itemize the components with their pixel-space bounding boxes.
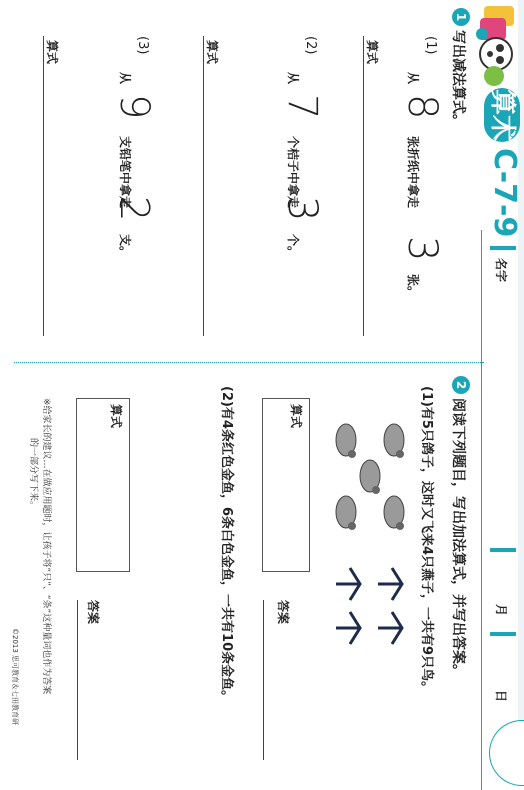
- name-label: 名字: [494, 258, 508, 283]
- q1-number-total: 8: [399, 94, 445, 120]
- q3-number-taken: 2: [111, 196, 157, 222]
- q2-number: (2): [303, 36, 318, 55]
- q2-1-answer-line: [263, 600, 264, 760]
- q2-2-formula-label: 算式: [109, 404, 123, 429]
- q1-answer-line: [363, 36, 364, 336]
- q2-middle-text: 个桔子中拿走: [286, 136, 300, 209]
- pigeons-illustration: [316, 420, 416, 530]
- swallows-illustration: [322, 564, 412, 654]
- q3-answer-line: [43, 36, 44, 336]
- worksheet-code: C-7-9: [487, 148, 522, 238]
- day-label: 日: [494, 690, 508, 703]
- month-divider: [490, 548, 516, 552]
- mascot-logo-icon: [474, 4, 522, 90]
- corner-tab: [489, 720, 524, 786]
- q2-2-text: (2)有4条红色金鱼，6条白色金鱼，一共有10条金鱼。: [219, 386, 234, 704]
- q2-1-answer-label: 答案: [276, 600, 290, 625]
- q3-prefix: 从: [118, 72, 132, 85]
- section1-badge: 1: [452, 8, 470, 26]
- subject-label: 算术: [487, 88, 517, 141]
- month-label: 月: [494, 604, 508, 617]
- q2-1-text: (1)有5只鸽子，这时又飞来4只燕子，一共有9只鸟。: [419, 386, 434, 695]
- name-divider: [490, 246, 516, 250]
- q2-formula-label: 算式: [205, 40, 219, 65]
- section2-badge: 2: [452, 376, 470, 394]
- q2-2-answer-line: [77, 600, 78, 760]
- day-divider: [490, 632, 516, 636]
- header-line: [481, 230, 482, 790]
- section2-heading: 阅读下列题目，写出加法算式，并写出答案。: [450, 398, 466, 678]
- q1-number: (1): [423, 36, 438, 55]
- subject-badge: [484, 88, 520, 142]
- q2-number-total: 7: [279, 94, 325, 120]
- q1-number-taken: 3: [399, 236, 445, 262]
- q2-answer-line: [203, 36, 204, 336]
- q3-formula-label: 算式: [45, 40, 59, 65]
- q2-number-taken: 3: [279, 196, 325, 222]
- parent-note-line2: 的一部分写下来。: [28, 438, 38, 511]
- q1-middle-text: 张折纸中拿走: [406, 136, 420, 209]
- q2-unit: 个。: [286, 234, 300, 259]
- q1-formula-label: 算式: [365, 40, 379, 65]
- q1-unit: 张。: [406, 274, 420, 299]
- q1-prefix: 从: [406, 72, 420, 85]
- q2-1-formula-label: 算式: [289, 404, 303, 429]
- column-divider: [14, 362, 484, 363]
- section1-heading: 写出减法算式。: [450, 30, 466, 128]
- q3-number-total: 9: [111, 94, 157, 120]
- q2-prefix: 从: [286, 72, 300, 85]
- q2-2-answer-label: 答案: [86, 600, 100, 625]
- copyright: ©2013 思可教育＆七田教育研: [11, 628, 19, 726]
- parent-note-line1: ※给家长的建议…在做应用题时，让孩子将“只”、“条”这种量词也作为答案: [41, 398, 51, 695]
- q3-number: (3): [135, 36, 150, 55]
- q3-unit: 支。: [118, 234, 132, 259]
- parent-note: [28, 398, 54, 758]
- q3-middle-text: 支铅笔中拿走: [118, 136, 132, 209]
